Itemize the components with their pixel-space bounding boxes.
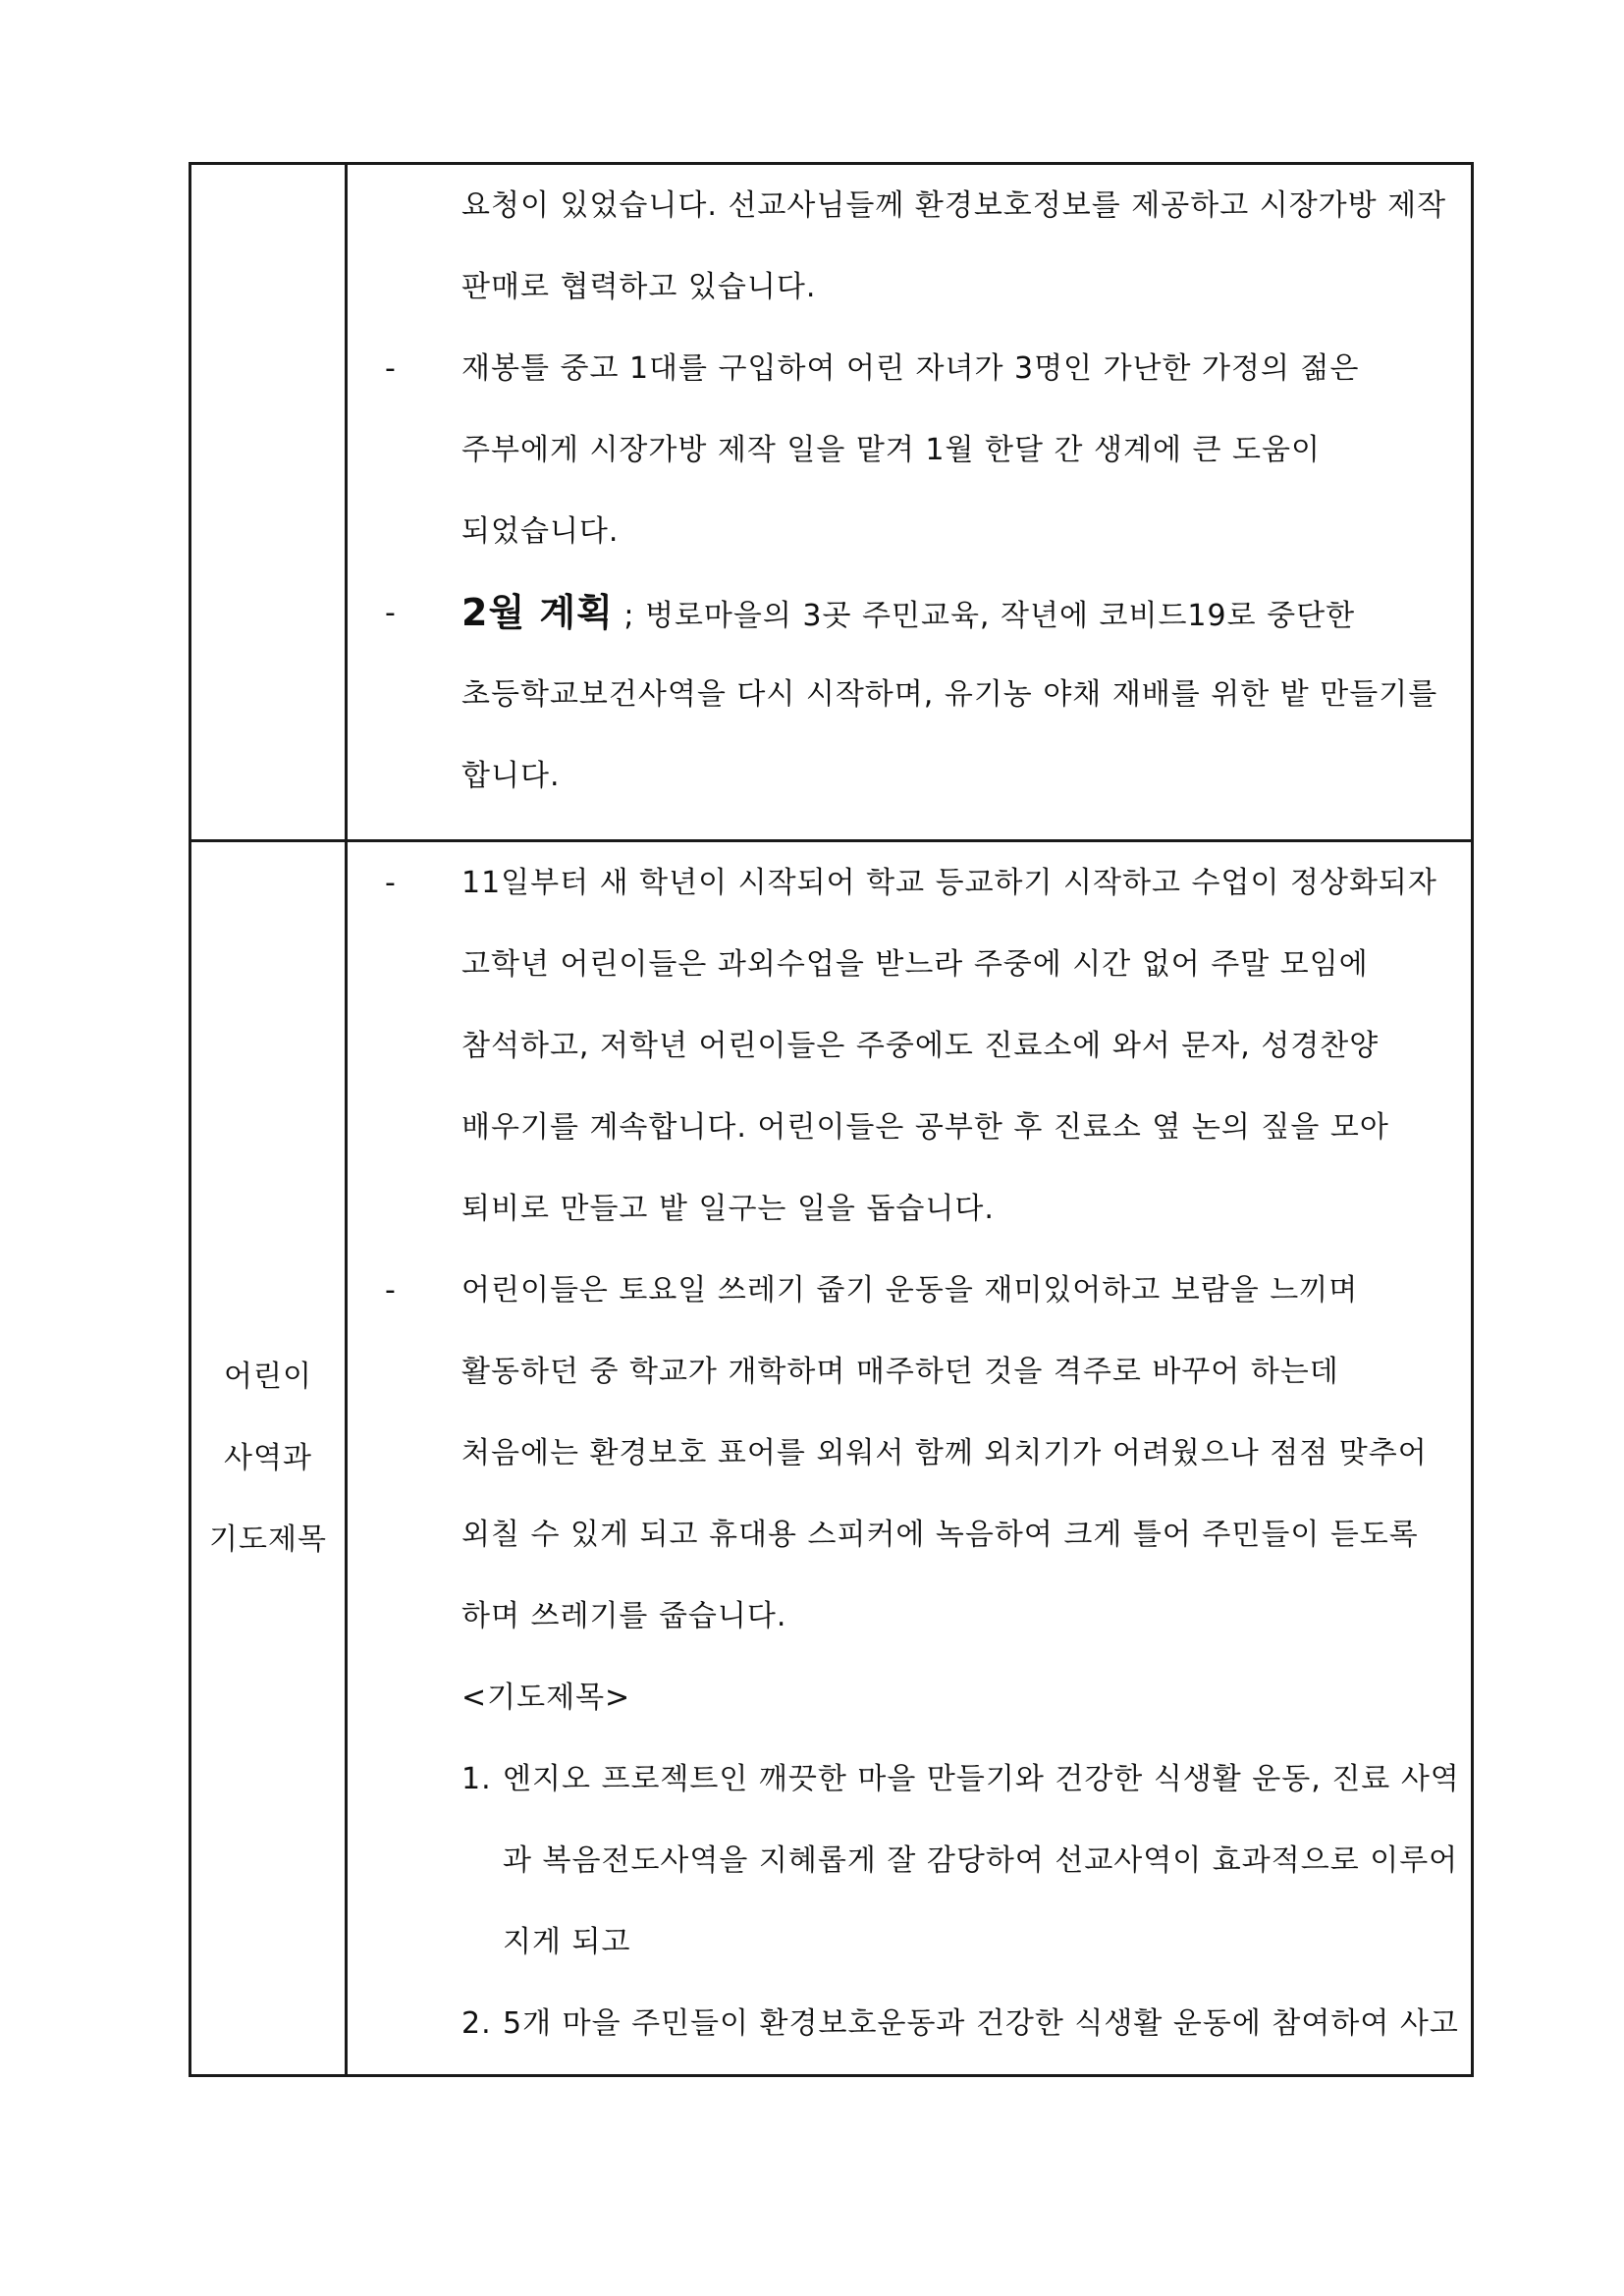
text-line: 참석하고, 저학년 어린이들은 주중에도 진료소에 와서 문자, 성경찬양 [461,1029,1380,1063]
text-line: 되었습니다. [461,514,620,549]
prayer-number: 2. [461,2006,492,2041]
bullet-line [385,328,1455,409]
dash-bullet: - [385,866,397,900]
text-line: 5개 마을 주민들이 환경보호운동과 건강한 식생활 운동에 참여하여 사고 [503,2006,1459,2041]
prayer-item [385,1738,1460,1820]
text-line: 과 복음전도사역을 지혜롭게 잘 감당하여 선교사역이 효과적으로 이루어 [503,1843,1459,1878]
text-line: 합니다. [461,759,561,793]
text-line: 판매로 협력하고 있습니다. [461,270,817,304]
text-line: 11일부터 새 학년이 시작되어 학교 등교하기 시작하고 수업이 정상화되자 [461,866,1437,900]
text-line: 엔지오 프로젝트인 깨끗한 마을 만들기와 건강한 식생활 운동, 진료 사역 [503,1762,1460,1796]
bullet-line [385,572,1455,654]
text-line: 외칠 수 있게 되고 휴대용 스피커에 녹음하여 크게 틀어 주민들이 듣도록 [461,1518,1419,1552]
prayer-heading: <기도제목> [461,1681,631,1715]
label-line: 어린이 [224,1360,312,1394]
text-line: 재봉틀 중고 1대를 구입하여 어린 자녀가 3명인 가난한 가정의 젊은 [461,351,1360,386]
bullet-line [385,842,1455,924]
label-line: 사역과 [224,1441,312,1475]
label-line: 기도제목 [209,1522,327,1557]
bullet-line [385,1250,1455,1331]
dash-bullet: - [385,1273,397,1308]
plan-heading: 2월 계획 [461,591,614,634]
text-line: 배우기를 계속합니다. 어린이들은 공부한 후 진료소 옆 논의 짚을 모아 [461,1110,1389,1145]
prayer-number: 1. [461,1762,492,1796]
text-line: 퇴비로 만들고 밭 일구는 일을 돕습니다. [461,1192,995,1226]
row1-label-cell [190,164,347,841]
row2-content-cell [347,841,1473,2076]
text-line: 고학년 어린이들은 과외수업을 받느라 주중에 시간 없어 주말 모임에 [461,947,1369,982]
row1-content-cell [347,164,1473,841]
text-line: 지게 되고 [503,1925,631,1959]
text-line: 하며 쓰레기를 줍습니다. [461,1599,787,1633]
row2-content [348,842,1471,2064]
dash-bullet: - [385,596,397,630]
table-row [190,164,1473,841]
table-row [190,841,1473,2076]
text-line: 초등학교보건사역을 다시 시작하며, 유기농 야채 재배를 위한 밭 만들기를 [461,677,1438,712]
section-label [191,1336,345,1580]
text-line: 활동하던 중 학교가 개학하며 매주하던 것을 격주로 바꾸어 하는데 [461,1355,1339,1389]
text-line: 처음에는 환경보호 표어를 외워서 함께 외치기가 어려웠으나 점점 맞추어 [461,1436,1428,1470]
text-line: 요청이 있었습니다. 선교사님들께 환경보호정보를 제공하고 시장가방 제작 [461,188,1447,223]
prayer-item [385,1983,1459,2064]
text-line: ; 벙로마을의 3곳 주민교육, 작년에 코비드19로 중단한 [613,599,1356,633]
text-line: 주부에게 시장가방 제작 일을 맡겨 1월 한달 간 생계에 큰 도움이 [461,433,1321,467]
dash-bullet: - [385,351,397,386]
report-table [189,162,1474,2077]
row2-label-cell [190,841,347,2076]
row1-content [348,165,1471,817]
text-line: 어린이들은 토요일 쓰레기 줍기 운동을 재미있어하고 보람을 느끼며 [461,1273,1359,1308]
